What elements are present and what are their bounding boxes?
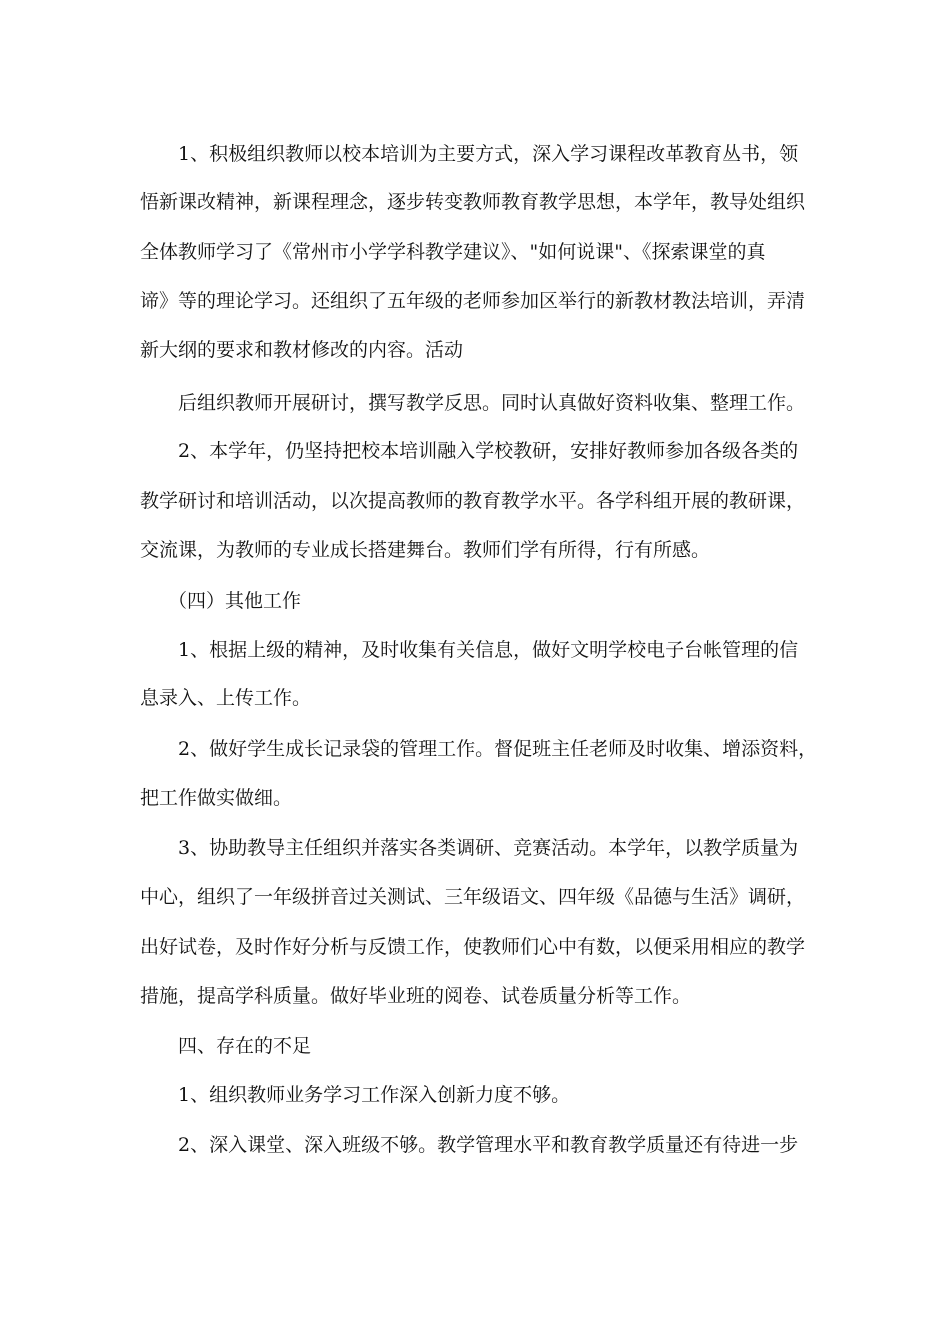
text-line-content: 出好试卷，及时作好分析与反馈工作，使教师们心中有数，以便采用相应的教学 (140, 936, 806, 958)
text-line (178, 737, 823, 761)
text-line (140, 289, 820, 313)
text-line-content: 3、协助教导主任组织并落实各类调研、竞赛活动。本学年，以教学质量为 (178, 837, 799, 859)
text-line (140, 885, 820, 909)
text-line (140, 240, 820, 264)
text-line-content: 把工作做实做细。 (140, 787, 293, 809)
section-heading (168, 589, 818, 613)
text-line (178, 142, 818, 166)
text-line (140, 489, 820, 513)
text-line (140, 190, 820, 214)
text-line-content: 中心，组织了一年级拼音过关测试、三年级语文、四年级《品德与生活》调研， (140, 886, 806, 908)
text-line-content: 悟新课改精神，新课程理念，逐步转变教师教育教学思想，本学年，教导处组织 (140, 191, 806, 213)
text-line (140, 984, 820, 1008)
text-line-content: 1、根据上级的精神，及时收集有关信息，做好文明学校电子台帐管理的信 (178, 639, 799, 661)
text-line (178, 1083, 818, 1107)
text-line (178, 836, 818, 860)
text-line (140, 338, 820, 362)
text-line (140, 538, 820, 562)
text-line-content: 交流课，为教师的专业成长搭建舞台。教师们学有所得，行有所感。 (140, 539, 711, 561)
text-line-content: 后组织教师开展研讨，撰写教学反思。同时认真做好资料收集、整理工作。 (178, 392, 806, 414)
text-line-content: 谛》等的理论学习。还组织了五年级的老师参加区举行的新教材教法培训，弄清 (140, 290, 806, 312)
text-line (140, 935, 820, 959)
text-line-content: 新大纲的要求和教材修改的内容。活动 (140, 339, 464, 361)
text-line-content: 息录入、上传工作。 (140, 687, 312, 709)
text-line-content: 1、积极组织教师以校本培训为主要方式，深入学习课程改革教育丛书，领 (178, 143, 799, 165)
text-line (140, 686, 820, 710)
section-heading-text: （四）其他工作 (168, 590, 302, 612)
text-line-content: 2、本学年，仍坚持把校本培训融入学校教研，安排好教师参加各级各类的 (178, 440, 799, 462)
text-line-content: 2、深入课堂、深入班级不够。教学管理水平和教育教学质量还有待进一步 (178, 1134, 799, 1156)
text-line-content: 1、组织教师业务学习工作深入创新力度不够。 (178, 1084, 571, 1106)
text-line-content: 措施，提高学科质量。做好毕业班的阅卷、试卷质量分析等工作。 (140, 985, 692, 1007)
text-line (178, 391, 818, 415)
text-line-content: 教学研讨和培训活动，以次提高教师的教育教学水平。各学科组开展的教研课， (140, 490, 806, 512)
section-heading-text: 四、存在的不足 (178, 1035, 312, 1057)
text-line (178, 439, 818, 463)
text-line-content: 2、做好学生成长记录袋的管理工作。督促班主任老师及时收集、增添资料， (178, 738, 818, 760)
text-line (140, 786, 820, 810)
text-line (178, 638, 818, 662)
text-line-content: 全体教师学习了《常州市小学学科教学建议》、"如何说课"、《探索课堂的真 (140, 241, 766, 263)
text-line (178, 1133, 818, 1157)
section-heading (178, 1034, 818, 1058)
